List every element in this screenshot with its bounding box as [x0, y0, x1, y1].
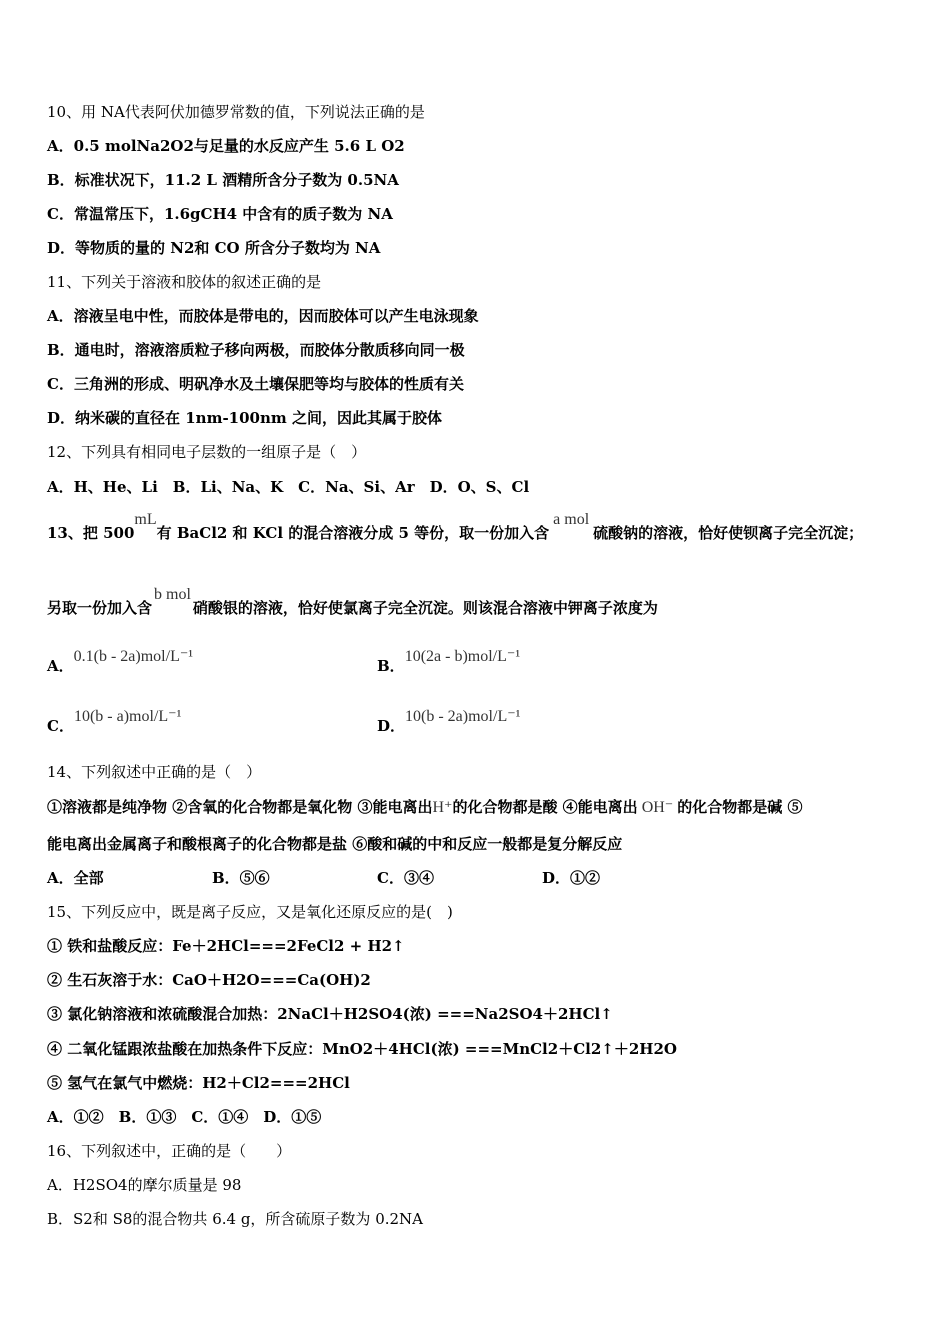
q14-stem: 14、下列叙述中正确的是（ ） — [47, 763, 262, 781]
q10-option-b: B．标准状况下，11.2 L 酒精所含分子数为 0.5NA — [47, 171, 399, 189]
q13-option-a-value: 0.1(b - 2a)mol/L⁻¹ — [73, 648, 194, 665]
q13-stem-part5: 硝酸银的溶液，恰好使氯离子完全沉淀。则该混合溶液中钾离子浓度为 — [192, 599, 658, 617]
q10-option-c: C．常温常压下，1.6gCH4 中含有的质子数为 NA — [47, 205, 393, 223]
q11-option-d: D．纳米碳的直径在 1nm-100nm 之间，因此其属于胶体 — [47, 409, 442, 427]
q13-a-mol: a mol — [553, 511, 590, 528]
q14-statements-line1 — [47, 797, 802, 818]
q13-option-b-value: 10(2a - b)mol/L⁻¹ — [404, 648, 521, 665]
q14-h-plus: H⁺ — [432, 799, 453, 816]
q10-option-a: A．0.5 molNa2O2与足量的水反应产生 5.6 L O2 — [47, 137, 405, 155]
q13-stem-line2 — [47, 586, 658, 619]
q13-option-c-label: C． — [47, 717, 74, 735]
q11-option-a: A．溶液呈电中性，而胶体是带电的，因而胶体可以产生电泳现象 — [47, 307, 479, 325]
q13-stem-part3: 硫酸钠的溶液，恰好使钡离子完全沉淀； — [593, 524, 864, 542]
q16-option-b: B．S2和 S8的混合物共 6.4 g，所含硫原子数为 0.2NA — [47, 1210, 424, 1228]
q13-option-a-label: A． — [47, 657, 74, 675]
q14-oh-minus: OH⁻ — [641, 799, 674, 816]
q13-stem-part4: 另取一份加入含 — [47, 599, 153, 617]
q13-option-d-value: 10(b - 2a)mol/L⁻¹ — [405, 708, 521, 725]
q15-reaction-2: ② 生石灰溶于水：CaO＋H2O===Ca(OH)2 — [47, 971, 371, 989]
q13-option-d-label: D． — [377, 717, 406, 735]
q14-line1-part1: ①溶液都是纯净物 ②含氧的化合物都是氧化物 ③能电离出 — [47, 798, 433, 816]
q15-reaction-1: ① 铁和盐酸反应：Fe＋2HCl===2FeCl2 + H2↑ — [47, 937, 405, 955]
q13-option-c — [47, 708, 182, 737]
q13-stem-line1 — [47, 511, 864, 544]
q15-stem: 15、下列反应中，既是离子反应，又是氧化还原反应的是( ) — [47, 903, 453, 921]
q13-stem-part2: 有 BaCl2 和 KCl 的混合溶液分成 5 等份，取一份加入含 — [156, 524, 550, 542]
q14-statements-line2: 能电离出金属离子和酸根离子的化合物都是盐 ⑥酸和碱的中和反应一般都是复分解反应 — [47, 835, 623, 853]
q11-option-c: C．三角洲的形成、明矾净水及土壤保肥等均与胶体的性质有关 — [47, 375, 464, 393]
q12-stem: 12、下列具有相同电子层数的一组原子是（ ） — [47, 443, 367, 461]
q13-option-b — [377, 648, 521, 677]
q16-stem: 16、下列叙述中，正确的是（ ） — [47, 1142, 292, 1160]
q14-line1-part3: 的化合物都是碱 ⑤ — [677, 798, 803, 816]
q13-stem-part1: 13、把 500 — [47, 524, 135, 542]
q15-options: A．①② B．①③ C．①④ D．①⑤ — [47, 1108, 322, 1126]
q15-reaction-5: ⑤ 氢气在氯气中燃烧：H2＋Cl2===2HCl — [47, 1074, 350, 1092]
q10-stem: 10、用 NA代表阿伏加德罗常数的值，下列说法正确的是 — [47, 103, 425, 121]
q10-option-d: D．等物质的量的 N2和 CO 所含分子数均为 NA — [47, 239, 381, 257]
q14-option-b: B．⑤⑥ — [212, 869, 270, 887]
q13-option-b-label: B． — [377, 657, 405, 675]
q11-option-b: B．通电时，溶液溶质粒子移向两极，而胶体分散质移向同一极 — [47, 341, 465, 359]
q14-line1-part2: 的化合物都是酸 ④能电离出 — [452, 798, 638, 816]
q14-option-d: D．①② — [542, 869, 601, 887]
q14-option-a: A．全部 — [47, 869, 104, 887]
q13-unit-ml: mL — [134, 511, 157, 528]
q15-reaction-3: ③ 氯化钠溶液和浓硫酸混合加热：2NaCl＋H2SO4(浓) ===Na2SO4＋2HCl↑ — [47, 1005, 613, 1023]
q13-option-a — [47, 648, 194, 677]
q13-b-mol: b mol — [154, 586, 191, 603]
q15-reaction-4: ④ 二氧化锰跟浓盐酸在加热条件下反应：MnO2＋4HCl(浓) ===MnCl2＋Cl2↑＋2H2O — [47, 1040, 677, 1058]
q16-option-a: A．H2SO4的摩尔质量是 98 — [47, 1176, 242, 1194]
q11-stem: 11、下列关于溶液和胶体的叙述正确的是 — [47, 273, 322, 291]
q13-option-c-value: 10(b - a)mol/L⁻¹ — [73, 708, 182, 725]
q14-option-c: C．③④ — [377, 869, 434, 887]
q12-options: A．H、He、Li B．Li、Na、K C．Na、Si、Ar D．O、S、Cl — [47, 478, 530, 496]
q13-option-d — [377, 708, 521, 737]
